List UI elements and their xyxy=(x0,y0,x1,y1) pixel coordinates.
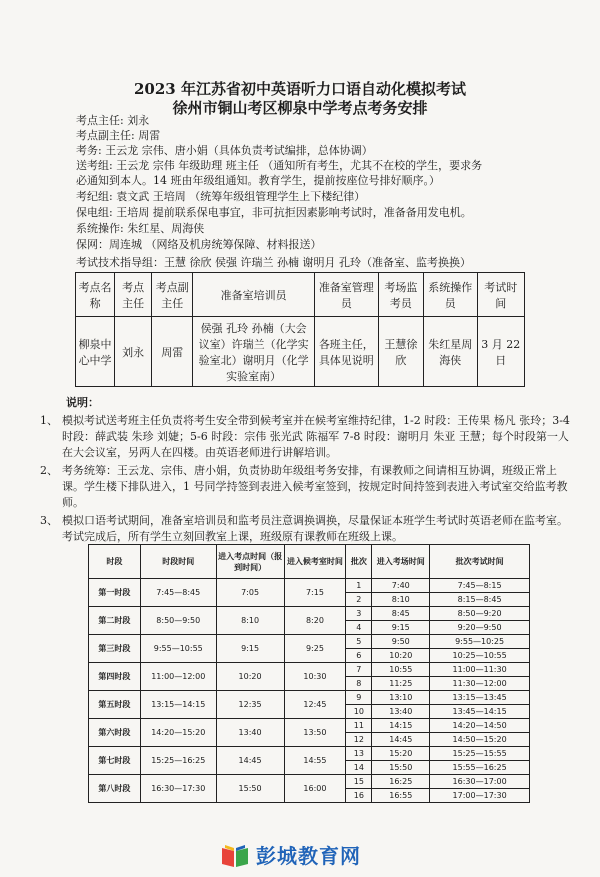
site-logo xyxy=(220,840,361,869)
period-name: 第二时段 xyxy=(89,607,141,635)
note-text: 模拟口语考试期间，准备室培训员和监考员注意调换调换，尽量保证本班学生考试时英语老师在监考室。考试完成后，所有学生立刻回教室上课，班级原有课教师在班级上课。 xyxy=(62,514,568,543)
staff-line: 考试技术指导组：王慧 徐欣 侯强 许瑞兰 孙楠 谢明月 孔玲（准备室、监考换换） xyxy=(76,256,471,269)
arrangement-cell: 刘永 xyxy=(115,317,152,387)
arrive-time: 9:15 xyxy=(216,635,284,663)
enter-time: 15:50 xyxy=(372,761,430,775)
arrive-time: 14:45 xyxy=(216,747,284,775)
period-time: 8:50—9:50 xyxy=(140,607,216,635)
doc-title-line1: 2023 年江苏省初中英语听力口语自动化模拟考试 xyxy=(134,80,466,98)
enter-time: 7:40 xyxy=(372,579,430,593)
batch-exam-time: 11:00—11:30 xyxy=(430,663,530,677)
batch-exam-time: 9:20—9:50 xyxy=(430,621,530,635)
batch-exam-time: 11:30—12:00 xyxy=(430,677,530,691)
note-text: 模拟考试送考班主任负责将考生安全带到候考室并在候考室维持纪律，1-2 时段：王传果 杨凡 张玲；3-4 时段：薛武装 朱珍 刘婕；5-6 时段：宗伟 张光武 陈福军 7-8 时段：谢明月 朱亚 王慧；每个时段第一人在大会议室，另两人在四楼。由英语老师进行讲解培训。 xyxy=(62,414,570,459)
batch-exam-time: 13:15—13:45 xyxy=(430,691,530,705)
batch-number: 12 xyxy=(346,733,372,747)
schedule-row xyxy=(89,663,530,677)
period-time: 7:45—8:45 xyxy=(140,579,216,607)
period-name: 第三时段 xyxy=(89,635,141,663)
note-item xyxy=(40,513,570,545)
staff-line: 考纪组: 袁文武 王培周 （统筹年级组管理学生上下楼纪律） xyxy=(76,190,366,203)
wait-time: 12:45 xyxy=(284,691,346,719)
schedule-header-cell: 进入考场时间 xyxy=(372,545,430,579)
staff-line: 保电组: 王培周 提前联系保电事宜，非可抗拒因素影响考试时，准备备用发电机。 xyxy=(76,206,472,219)
arrive-time: 7:05 xyxy=(216,579,284,607)
arrangement-header-cell: 考点副主任 xyxy=(152,273,193,317)
wait-time: 10:30 xyxy=(284,663,346,691)
schedule-row xyxy=(89,775,530,789)
arrangement-cell: 3 月 22 日 xyxy=(477,317,524,387)
batch-exam-time: 14:50—15:20 xyxy=(430,733,530,747)
staff-line: 考点主任: 刘永 xyxy=(76,114,150,127)
note-number: 2、 xyxy=(40,464,58,477)
schedule-header-row xyxy=(89,545,530,579)
book-logo-icon xyxy=(220,842,250,868)
schedule-header-cell: 时段时间 xyxy=(140,545,216,579)
schedule-header-cell: 批次 xyxy=(346,545,372,579)
batch-number: 4 xyxy=(346,621,372,635)
schedule-row xyxy=(89,719,530,733)
enter-time: 10:20 xyxy=(372,649,430,663)
enter-time: 16:55 xyxy=(372,789,430,803)
staff-line: 考点副主任: 周雷 xyxy=(76,129,161,142)
wait-time: 7:15 xyxy=(284,579,346,607)
enter-time: 9:50 xyxy=(372,635,430,649)
period-name: 第四时段 xyxy=(89,663,141,691)
schedule-table xyxy=(88,544,530,803)
batch-number: 6 xyxy=(346,649,372,663)
period-name: 第八时段 xyxy=(89,775,141,803)
enter-time: 16:25 xyxy=(372,775,430,789)
enter-time: 13:10 xyxy=(372,691,430,705)
enter-time: 8:45 xyxy=(372,607,430,621)
batch-number: 9 xyxy=(346,691,372,705)
arrangement-table xyxy=(75,272,525,387)
batch-exam-time: 7:45—8:15 xyxy=(430,579,530,593)
period-time: 15:25—16:25 xyxy=(140,747,216,775)
batch-number: 1 xyxy=(346,579,372,593)
schedule-header-cell: 进入候考室时间 xyxy=(284,545,346,579)
staff-line: 考务: 王云龙 宗伟、唐小娟（具体负责考试编排，总体协调） xyxy=(76,144,373,157)
period-time: 16:30—17:30 xyxy=(140,775,216,803)
batch-exam-time: 13:45—14:15 xyxy=(430,705,530,719)
enter-time: 14:45 xyxy=(372,733,430,747)
note-item xyxy=(40,463,570,511)
period-name: 第五时段 xyxy=(89,691,141,719)
enter-time: 15:20 xyxy=(372,747,430,761)
arrangement-header-cell: 准备室培训员 xyxy=(193,273,315,317)
batch-exam-time: 15:55—16:25 xyxy=(430,761,530,775)
enter-time: 8:10 xyxy=(372,593,430,607)
wait-time: 8:20 xyxy=(284,607,346,635)
period-time: 14:20—15:20 xyxy=(140,719,216,747)
schedule-row xyxy=(89,607,530,621)
batch-number: 13 xyxy=(346,747,372,761)
batch-number: 14 xyxy=(346,761,372,775)
notes-label: 说明： xyxy=(66,396,99,409)
period-time: 11:00—12:00 xyxy=(140,663,216,691)
batch-number: 5 xyxy=(346,635,372,649)
batch-exam-time: 14:20—14:50 xyxy=(430,719,530,733)
schedule-row xyxy=(89,747,530,761)
arrangement-cell: 朱红星周海侠 xyxy=(424,317,478,387)
batch-number: 2 xyxy=(346,593,372,607)
period-name: 第六时段 xyxy=(89,719,141,747)
wait-time: 16:00 xyxy=(284,775,346,803)
enter-time: 9:15 xyxy=(372,621,430,635)
arrangement-header-cell: 考点主任 xyxy=(115,273,152,317)
batch-number: 10 xyxy=(346,705,372,719)
staff-line: 必通知到本人。14 班由年级组通知。教育学生，提前按座位号排好顺序。） xyxy=(76,174,440,187)
batch-exam-time: 15:25—15:55 xyxy=(430,747,530,761)
arrangement-cell: 柳泉中心中学 xyxy=(76,317,115,387)
batch-number: 15 xyxy=(346,775,372,789)
schedule-header-cell: 进入考点时间（报到时间） xyxy=(216,545,284,579)
batch-exam-time: 10:25—10:55 xyxy=(430,649,530,663)
arrangement-header-cell: 系统操作员 xyxy=(424,273,478,317)
period-time: 13:15—14:15 xyxy=(140,691,216,719)
batch-exam-time: 16:30—17:00 xyxy=(430,775,530,789)
arrangement-data-row xyxy=(76,317,525,387)
schedule-row xyxy=(89,635,530,649)
note-text: 考务统筹：王云龙、宗伟、唐小娟，负责协助年级组考务安排，有课教师之间请相互协调，班级正常上课。学生楼下排队进入，1 号同学持签到表进入候考室签到，按规定时间持签到表进入考试室交给监考教师。 xyxy=(62,464,568,509)
arrangement-header-cell: 考试时间 xyxy=(477,273,524,317)
arrive-time: 15:50 xyxy=(216,775,284,803)
batch-number: 3 xyxy=(346,607,372,621)
arrangement-cell: 王慧徐欣 xyxy=(378,317,423,387)
batch-number: 8 xyxy=(346,677,372,691)
schedule-header-cell: 时段 xyxy=(89,545,141,579)
schedule-header-cell: 批次考试时间 xyxy=(430,545,530,579)
batch-exam-time: 17:00—17:30 xyxy=(430,789,530,803)
logo-text: 彭城教育网 xyxy=(256,844,361,868)
notes-section xyxy=(40,395,570,547)
enter-time: 10:55 xyxy=(372,663,430,677)
batch-number: 11 xyxy=(346,719,372,733)
arrangement-cell: 侯强 孔玲 孙楠（大会议室）许瑞兰（化学实验室北）谢明月（化学实验室南） xyxy=(193,317,315,387)
arrangement-header-cell: 准备室管理员 xyxy=(314,273,378,317)
schedule-row xyxy=(89,691,530,705)
arrangement-header-cell: 考点名称 xyxy=(76,273,115,317)
arrive-time: 12:35 xyxy=(216,691,284,719)
arrangement-cell: 周雷 xyxy=(152,317,193,387)
staff-line: 保网：周连城 （网络及机房统筹保障、材料报送） xyxy=(76,238,322,251)
wait-time: 9:25 xyxy=(284,635,346,663)
enter-time: 11:25 xyxy=(372,677,430,691)
wait-time: 13:50 xyxy=(284,719,346,747)
batch-exam-time: 8:50—9:20 xyxy=(430,607,530,621)
enter-time: 14:15 xyxy=(372,719,430,733)
note-number: 1、 xyxy=(40,414,58,427)
note-item xyxy=(40,413,570,461)
batch-exam-time: 8:15—8:45 xyxy=(430,593,530,607)
period-time: 9:55—10:55 xyxy=(140,635,216,663)
schedule-row xyxy=(89,579,530,593)
staff-line: 系统操作: 朱红星、周海侠 xyxy=(76,222,205,235)
arrangement-header-cell: 考场监考员 xyxy=(378,273,423,317)
note-number: 3、 xyxy=(40,514,58,527)
batch-number: 16 xyxy=(346,789,372,803)
period-name: 第一时段 xyxy=(89,579,141,607)
period-name: 第七时段 xyxy=(89,747,141,775)
batch-exam-time: 9:55—10:25 xyxy=(430,635,530,649)
arrive-time: 13:40 xyxy=(216,719,284,747)
arrive-time: 10:20 xyxy=(216,663,284,691)
arrangement-cell: 各班主任，具体见说明 xyxy=(314,317,378,387)
batch-number: 7 xyxy=(346,663,372,677)
enter-time: 13:40 xyxy=(372,705,430,719)
arrive-time: 8:10 xyxy=(216,607,284,635)
doc-title-line2: 徐州市铜山考区柳泉中学考点考务安排 xyxy=(172,99,428,117)
staff-line: 送考组: 王云龙 宗伟 年级助理 班主任 （通知所有考生，尤其不在校的学生，要求务 xyxy=(76,159,483,172)
wait-time: 14:55 xyxy=(284,747,346,775)
arrangement-header-row xyxy=(76,273,525,317)
